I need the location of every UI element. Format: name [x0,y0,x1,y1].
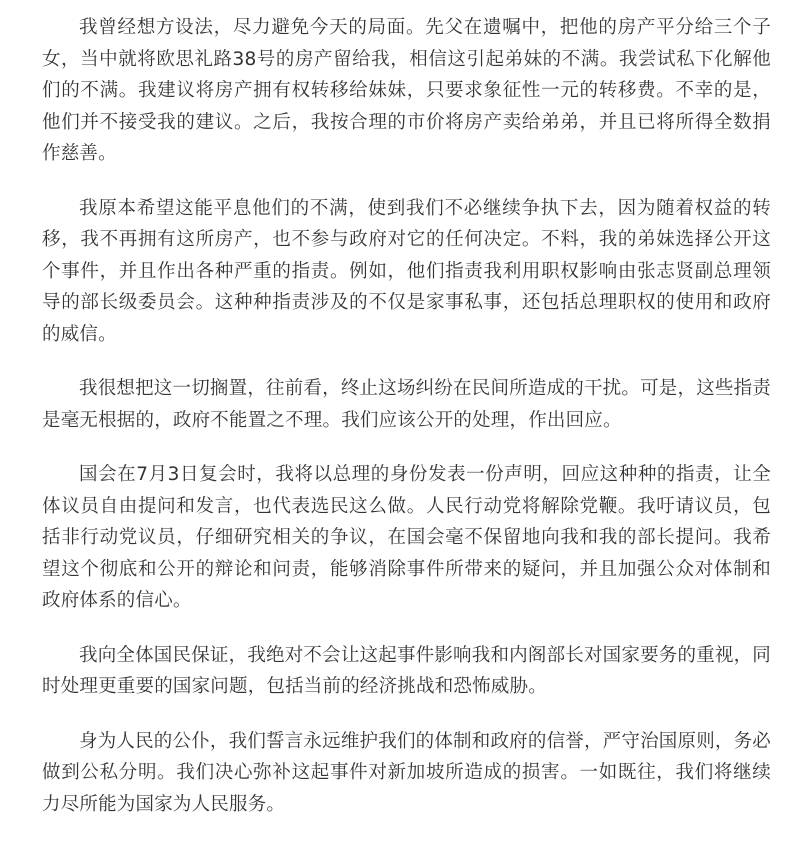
paragraph-2: 我原本希望这能平息他们的不满，使到我们不必继续争执下去，因为随着权益的转移，我不再拥有这所房产，也不参与政府对它的任何决定。不料，我的弟妹选择公开这个事件，并且作出各种严重的指责。例如，他们指责我利用职权影响由张志贤副总理领导的部长级委员会。这种种指责涉及的不仅是家事私事，还包括总理职权的使用和政府的威信。 [42,197,771,345]
paragraph-3: 我很想把这一切搁置，往前看，终止这场纠纷在民间所造成的干扰。可是，这些指责是毫无根据的，政府不能置之不理。我们应该公开的处理，作出回应。 [42,378,771,431]
paragraph-1: 我曾经想方设法，尽力避免今天的局面。先父在遗嘱中，把他的房产平分给三个子女，当中就将欧思礼路38号的房产留给我，相信这引起弟妹的不满。我尝试私下化解他们的不满。我建议将房产拥有权转移给妹妹，只要求象征性一元的转移费。不幸的是，他们并不接受我的建议。之后，我按合理的市价将房产卖给弟弟，并且已将所得全数捐作慈善。 [42,17,771,164]
paragraph-5: 我向全体国民保证，我绝对不会让这起事件影响我和内阁部长对国家要务的重视，同时处理更重要的国家问题，包括当前的经济挑战和恐怖威胁。 [42,644,771,697]
paragraph-6: 身为人民的公仆，我们誓言永远维护我们的体制和政府的信誉，严守治国原则，务必做到公私分明。我们决心弥补这起事件对新加坡所造成的损害。一如既往，我们将继续力尽所能为国家为人民服务。 [42,730,771,815]
paragraph-4: 国会在7月3日复会时，我将以总理的身份发表一份声明，回应这种种的指责，让全体议员自由提问和发言，也代表选民这么做。人民行动党将解除党鞭。我吁请议员，包括非行动党议员，仔细研究相关的争议，在国会毫不保留地向我和我的部长提问。我希望这个彻底和公开的辩论和问责，能够消除事件所带来的疑问，并且加强公众对体制和政府体系的信心。 [42,464,771,611]
